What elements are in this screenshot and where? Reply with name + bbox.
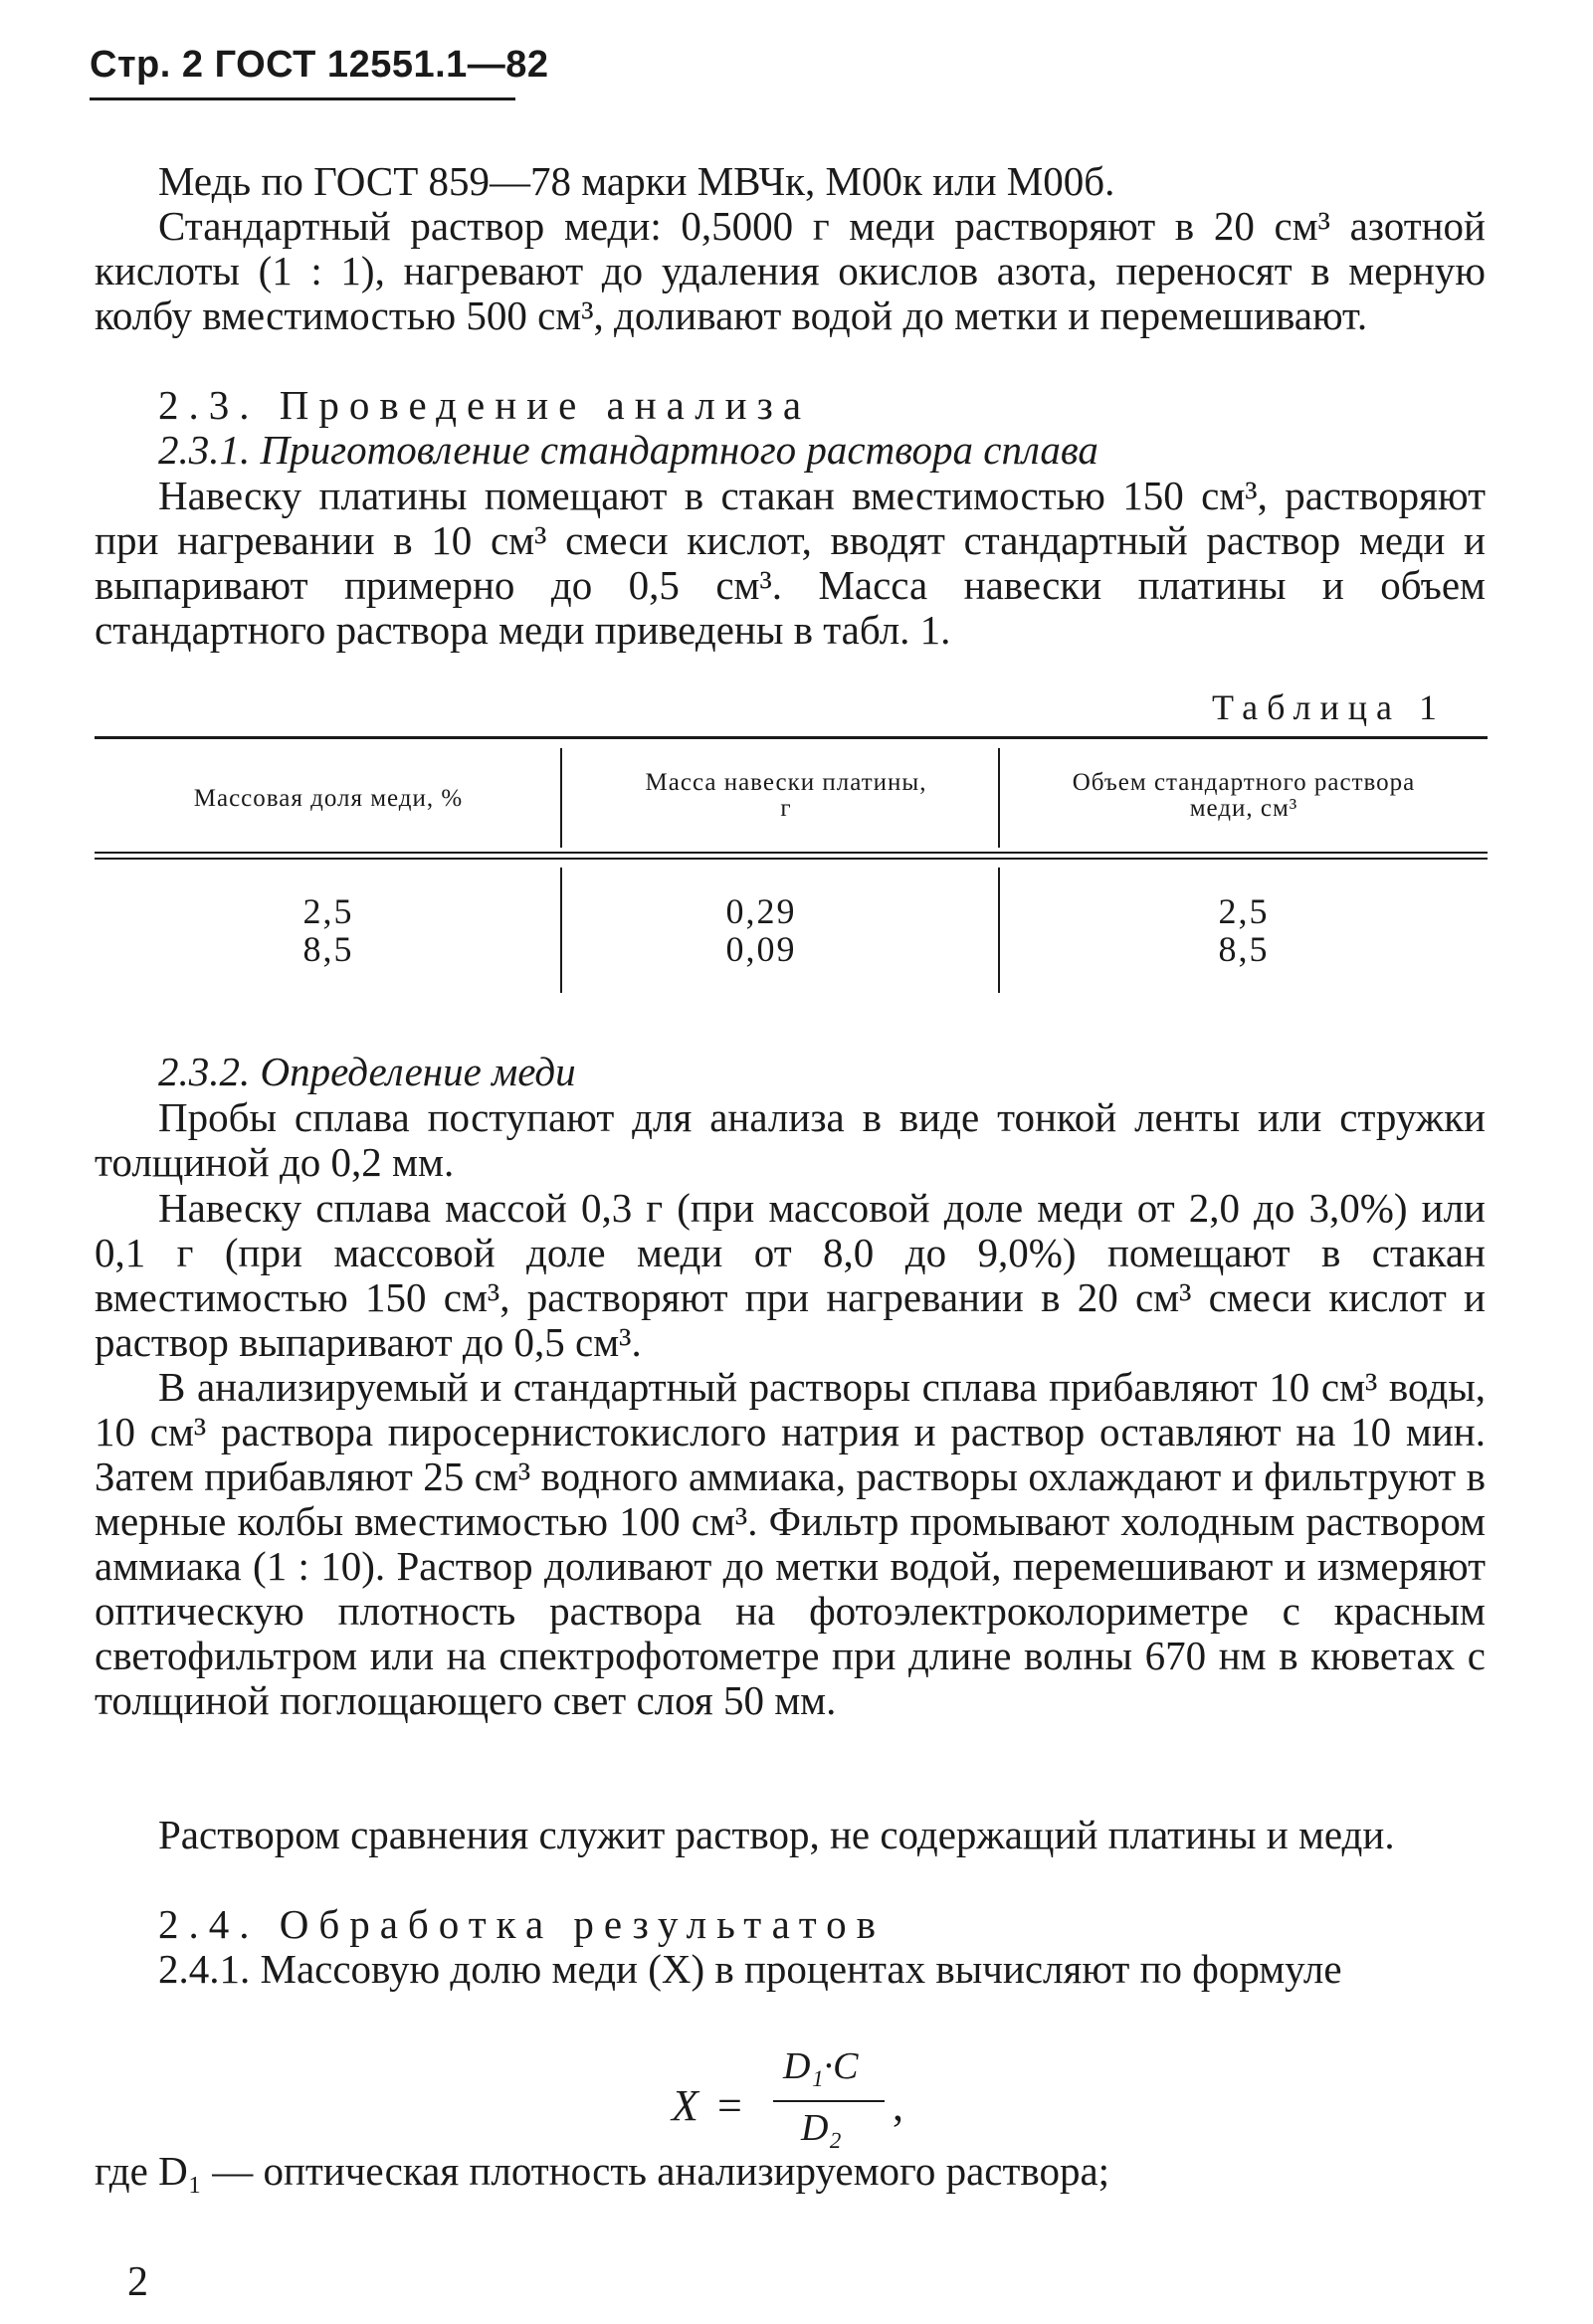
section-heading-analysis: 2.3. Проведение анализа xyxy=(158,382,812,428)
page-number: 2 xyxy=(127,2259,148,2305)
header-rule xyxy=(90,97,515,100)
table-cell: 8,5 xyxy=(302,929,354,969)
table-cell: 2,5 xyxy=(302,891,354,931)
table-header-cell: Объем стандартного раствора меди, см³ xyxy=(1072,769,1416,822)
paragraph-alloy-weight: Навеску сплава массой 0,3 г (при массовой доле меди от 2,0 до 3,0%) или 0,1 г (при массовой доле меди от 8,0 до 9,0%) помещают в стакан вместимостью 150 см³, растворяют при нагревании в 20 см³ смеси кислот и раствор выпаривают до 0,5 см³. xyxy=(95,1185,1486,1365)
formula-lhs: X xyxy=(672,2081,698,2130)
table-caption: Таблица 1 xyxy=(1212,687,1446,727)
table-header-divider-2 xyxy=(998,748,1000,848)
table-body-divider-2 xyxy=(998,868,1000,993)
table-header-rule-double xyxy=(95,858,1488,860)
subsection-heading-alloy-standard: 2.3.1. Приготовление стандартного раствора сплава xyxy=(158,427,1098,473)
table-header-cell: Массовая доля меди, % xyxy=(193,785,464,812)
paragraph-alloy-samples: Пробы сплава поступают для анализа в виде тонкой ленты или стружки толщиной до 0,2 мм. xyxy=(95,1094,1486,1185)
paragraph-where-definition: где D₁ — оптическая плотность анализируемого раствора; xyxy=(95,2148,1110,2194)
table-cell: 8,5 xyxy=(1218,929,1270,969)
table-body-divider-1 xyxy=(560,868,562,993)
table-top-rule xyxy=(95,736,1488,739)
formula-denominator: D₂ xyxy=(801,2107,842,2149)
paragraph-reference-solution: Раствором сравнения служит раствор, не содержащий платины и меди. xyxy=(158,1812,1395,1857)
formula-numerator: D₁·C xyxy=(783,2045,859,2087)
table-header-divider-1 xyxy=(560,748,562,848)
page-header: Стр. 2 ГОСТ 12551.1—82 xyxy=(90,44,549,86)
formula-copper-fraction xyxy=(672,2044,970,2154)
section-heading-results: 2.4. Обработка результатов xyxy=(158,1901,887,1947)
paragraph-calculation: 2.4.1. Массовую долю меди (X) в процентах вычисляют по формуле xyxy=(158,1946,1342,1992)
table-header-rule xyxy=(95,852,1488,854)
formula-fraction-bar xyxy=(773,2100,885,2102)
table-cell: 0,29 xyxy=(725,891,797,931)
paragraph-copper-grade: Медь по ГОСТ 859—78 марки МВЧк, М00к или М00б. xyxy=(158,158,1115,204)
formula-equals: = xyxy=(717,2081,742,2130)
table-header-cell: Масса навески платины, г xyxy=(645,769,927,822)
paragraph-measurement-procedure: В анализируемый и стандартный растворы сплава прибавляют 10 см³ воды, 10 см³ раствора пиросернистокислого натрия и раствор оставляют на 10 мин. Затем прибавляют 25 см³ водного аммиака, растворы охлаждают и фильтруют в мерные колбы вместимостью 100 см³. Фильтр промывают холодным раствором аммиака (1 : 10). Раствор доливают до метки водой, перемешивают и измеряют оптическую плотность раствора на фотоэлектроколориметре с красным светофильтром или на спектрофотометре при длине волны 670 нм в кюветах с толщиной поглощающего свет слоя 50 мм. xyxy=(95,1364,1486,1723)
subsection-heading-copper-determination: 2.3.2. Определение меди xyxy=(158,1049,576,1094)
table-cell: 0,09 xyxy=(725,929,797,969)
paragraph-platinum-sample: Навеску платины помещают в стакан вместимостью 150 см³, растворяют при нагревании в 10 см³ смеси кислот, вводят стандартный раствор меди и выпаривают примерно до 0,5 см³. Масса навески платины и объем стандартного раствора меди приведены в табл. 1. xyxy=(95,473,1486,653)
table-cell: 2,5 xyxy=(1218,891,1270,931)
paragraph-copper-standard-solution: Стандартный раствор меди: 0,5000 г меди растворяют в 20 см³ азотной кислоты (1 : 1), нагревают до удаления окислов азота, переносят в мерную колбу вместимостью 500 см³, доливают водой до метки и перемешивают. xyxy=(95,203,1486,338)
formula-comma: , xyxy=(893,2081,903,2130)
